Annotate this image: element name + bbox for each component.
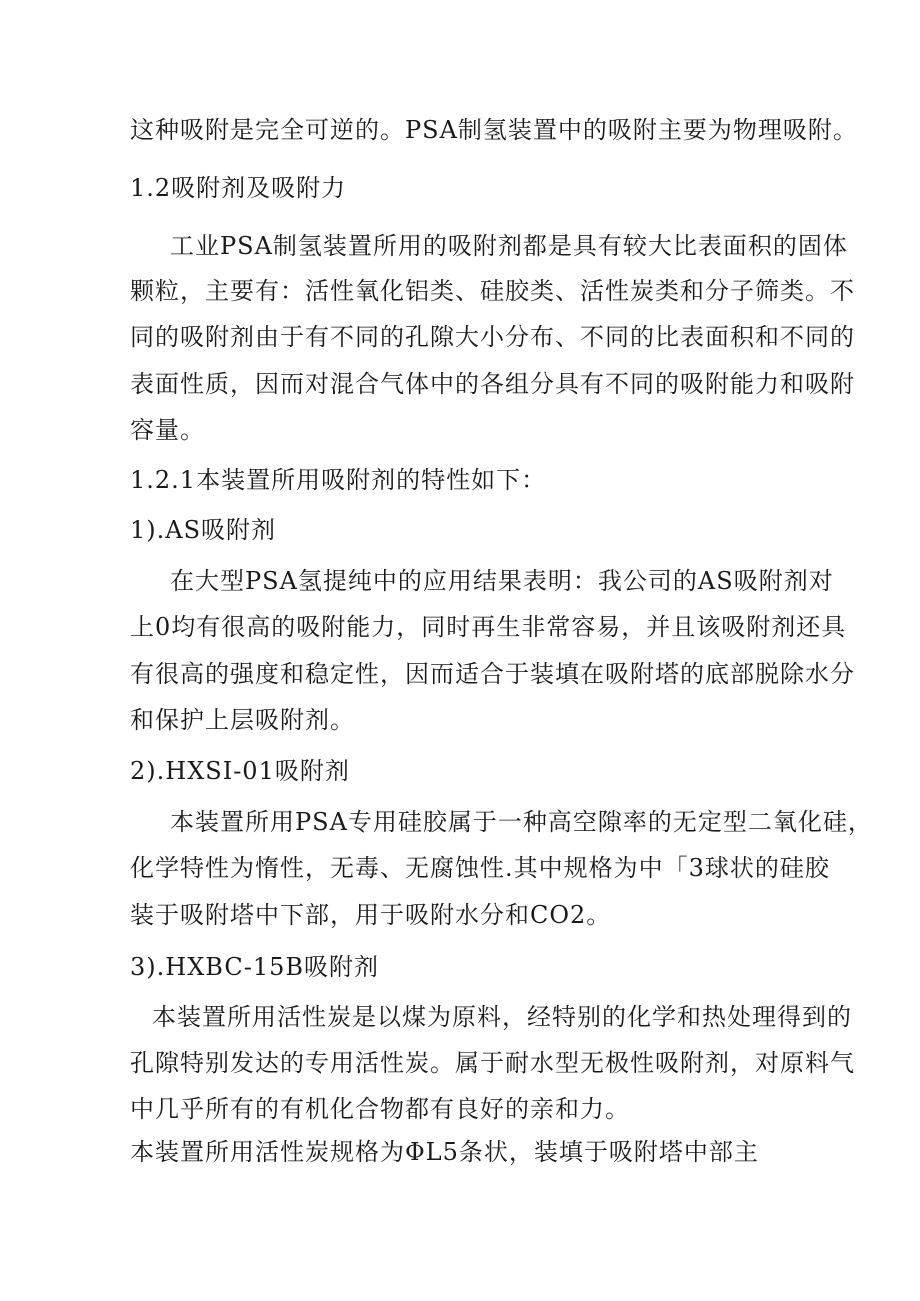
text-line: 和保护上层吸附剂。 xyxy=(130,706,355,734)
item-heading: 2).HXSI-01吸附剂 xyxy=(130,757,350,785)
text-line: 孔隙特别发达的专用活性炭。属于耐水型无极性吸附剂，对原料气 xyxy=(130,1049,855,1077)
item-heading: 1).AS吸附剂 xyxy=(130,516,277,544)
text-line: 在大型PSA氢提纯中的应用结果表明：我公司的AS吸附剂对 xyxy=(170,567,834,595)
text-line: 本装置所用PSA专用硅胶属于一种高空隙率的无定型二氧化硅， xyxy=(170,808,873,836)
text-line: 同的吸附剂由于有不同的孔隙大小分布、不同的比表面积和不同的 xyxy=(130,323,855,351)
text-line: 上0均有很高的吸附能力，同时再生非常容易，并且该吸附剂还具 xyxy=(130,613,847,641)
text-line: 这种吸附是完全可逆的。PSA制氢装置中的吸附主要为物理吸附。 xyxy=(130,116,858,144)
text-line: 颗粒，主要有：活性氧化铝类、硅胶类、活性炭类和分子筛类。不 xyxy=(130,277,855,305)
text-line: 中几乎所有的有机化合物都有良好的亲和力。 xyxy=(130,1095,630,1123)
text-line: 容量。 xyxy=(130,416,205,444)
text-line: 有很高的强度和稳定性，因而适合于装填在吸附塔的底部脱除水分 xyxy=(130,660,855,688)
text-line: 本装置所用活性炭是以煤为原料，经特别的化学和热处理得到的 xyxy=(152,1003,852,1031)
item-heading: 3).HXBC-15B吸附剂 xyxy=(130,953,380,981)
text-line: 装于吸附塔中下部，用于吸附水分和CO2。 xyxy=(130,901,612,929)
text-line: 本装置所用活性炭规格为ΦL5条状，装填于吸附塔中部主 xyxy=(130,1138,759,1166)
text-line: 化学特性为惰性，无毒、无腐蚀性.其中规格为中「3球状的硅胶 xyxy=(130,854,830,882)
text-line: 表面性质，因而对混合气体中的各组分具有不同的吸附能力和吸附 xyxy=(130,370,855,398)
subsection-heading: 1.2.1本装置所用吸附剂的特性如下： xyxy=(130,466,547,494)
section-heading: 1.2吸附剂及吸附力 xyxy=(130,174,347,202)
text-line: 工业PSA制氢装置所用的吸附剂都是具有较大比表面积的固体 xyxy=(170,232,848,260)
